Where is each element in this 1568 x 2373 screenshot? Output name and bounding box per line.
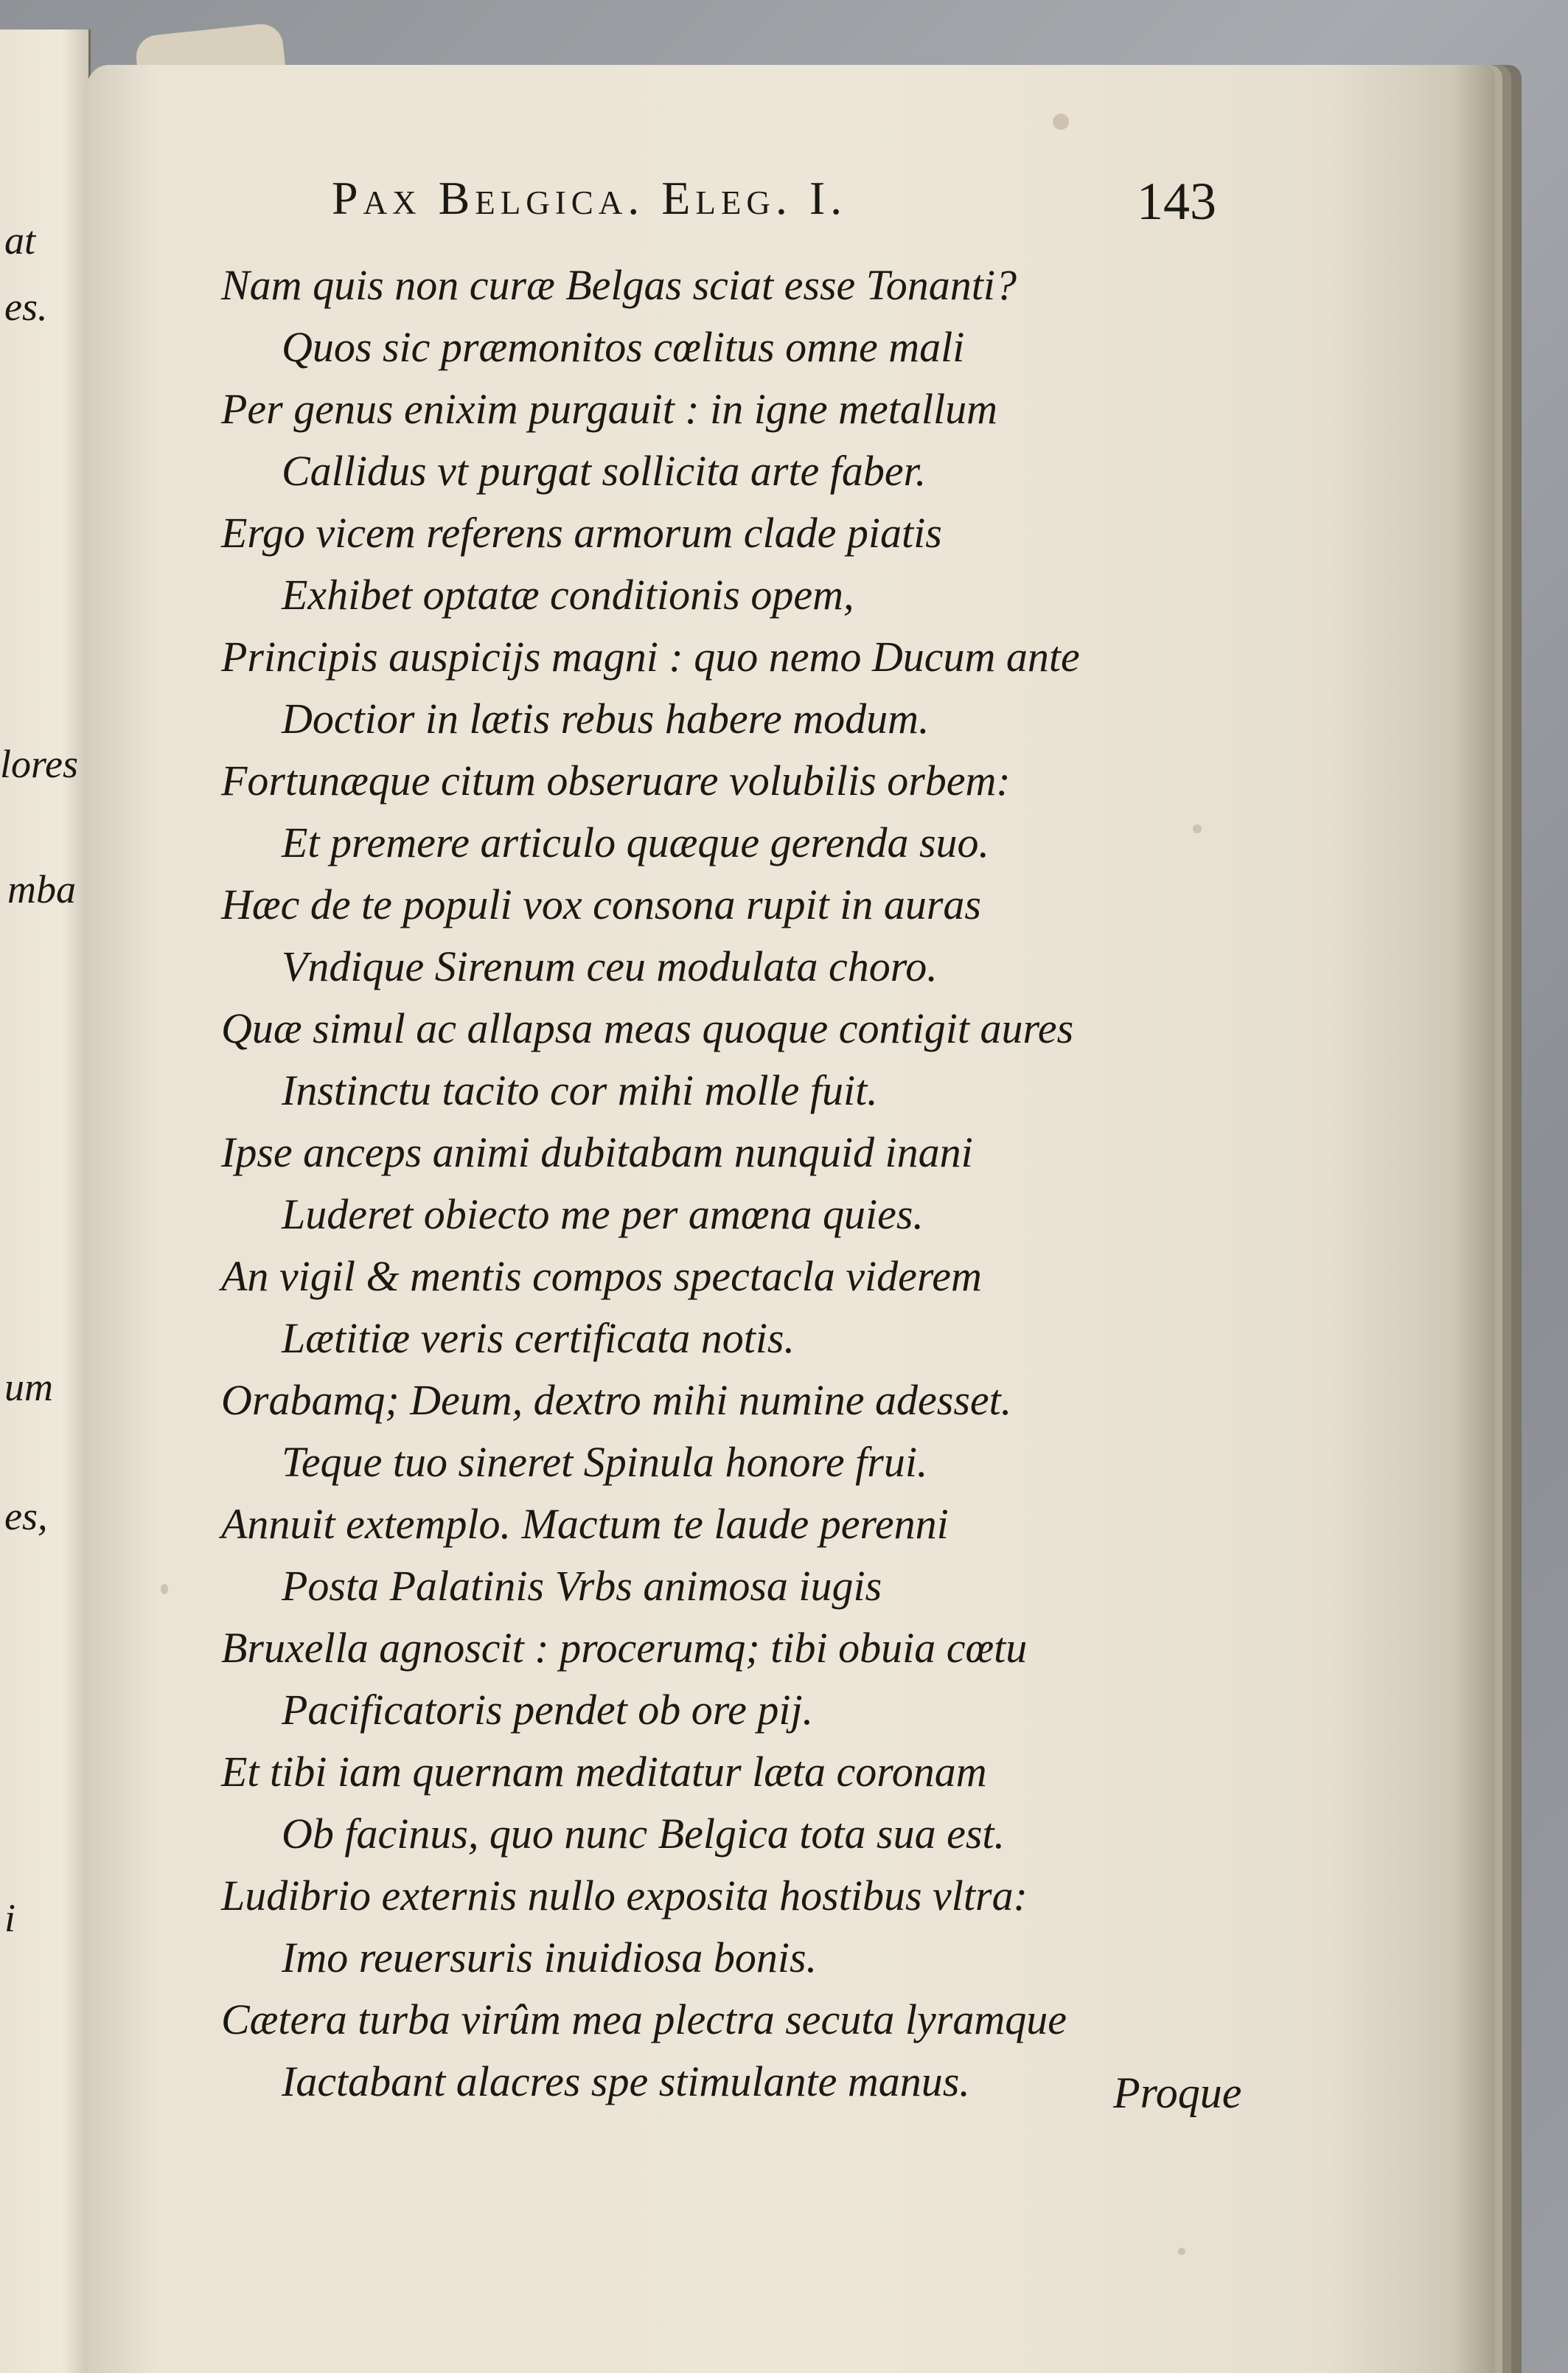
pentameter-line: Instinctu tacito cor mihi molle fuit.	[282, 1066, 878, 1114]
pentameter-line: Lætitiæ veris certificata notis.	[282, 1314, 795, 1362]
edge-fragment: mba	[7, 867, 76, 911]
pentameter-line: Ob facinus, quo nunc Belgica tota sua est.	[282, 1810, 1006, 1858]
pentameter-line: Luderet obiecto me per amœna quies.	[282, 1190, 924, 1238]
hexameter-line: Cætera turba virûm mea plectra secuta lyramque	[221, 1995, 1067, 2043]
catchword: Proque	[1113, 2068, 1242, 2117]
hexameter-line: Bruxella agnoscit : procerumq; tibi obuia cœtu	[221, 1624, 1028, 1672]
hexameter-line: Ludibrio externis nullo exposita hostibus vltra:	[221, 1872, 1028, 1919]
hexameter-line: Ipse anceps animi dubitabam nunquid inani	[221, 1128, 973, 1176]
hexameter-line: Ergo vicem referens armorum clade piatis	[221, 509, 942, 557]
pentameter-line: Exhibet optatæ conditionis opem,	[282, 571, 854, 619]
pentameter-line: Posta Palatinis Vrbs animosa iugis	[282, 1562, 882, 1610]
pentameter-line: Pacificatoris pendet ob ore pij.	[282, 1686, 814, 1734]
foxing-spot	[1178, 2248, 1185, 2255]
hexameter-line: Orabamq; Deum, dextro mihi numine adesset.	[221, 1376, 1012, 1424]
pentameter-line: Teque tuo sineret Spinula honore frui.	[282, 1438, 928, 1486]
left-facing-page	[0, 29, 91, 2373]
pentameter-line: Quos sic præmonitos cœlitus omne mali	[282, 323, 965, 371]
pentameter-line: Doctior in lætis rebus habere modum.	[282, 695, 930, 743]
hexameter-line: An vigil & mentis compos spectacla viderem	[221, 1252, 982, 1300]
hexameter-line: Per genus enixim purgauit : in igne metallum	[221, 385, 997, 433]
hexameter-line: Hæc de te populi vox consona rupit in auras	[221, 880, 982, 928]
elegy-text	[221, 254, 1290, 2113]
pentameter-line: Imo reuersuris inuidiosa bonis.	[282, 1934, 818, 1981]
pentameter-line: Vndique Sirenum ceu modulata choro.	[282, 942, 938, 990]
edge-fragment: es.	[4, 285, 48, 329]
pentameter-line: Et premere articulo quæque gerenda suo.	[282, 819, 990, 866]
edge-fragment: i	[4, 1896, 16, 1940]
foxing-spot	[1053, 114, 1069, 130]
hexameter-line: Principis auspicijs magni : quo nemo Ducum ante	[221, 633, 1080, 681]
edge-fragment: um	[4, 1365, 53, 1409]
page-number: 143	[1137, 172, 1216, 231]
edge-fragment: at	[4, 218, 36, 263]
hexameter-line: Annuit extemplo. Mactum te laude perenni	[221, 1500, 949, 1548]
edge-fragment: lores	[0, 742, 78, 786]
hexameter-line: Nam quis non curæ Belgas sciat esse Tonanti?	[221, 261, 1017, 309]
hexameter-line: Et tibi iam quernam meditatur læta coronam	[221, 1748, 987, 1796]
running-title: Pax Belgica. Eleg. I.	[332, 172, 848, 224]
hexameter-line: Fortunæque citum obseruare volubilis orbem:	[221, 757, 1011, 805]
pentameter-line: Callidus vt purgat sollicita arte faber.	[282, 447, 927, 495]
pentameter-line: Iactabant alacres spe stimulante manus.	[282, 2057, 970, 2105]
running-head	[332, 171, 1216, 252]
hexameter-line: Quæ simul ac allapsa meas quoque contigit aures	[221, 1004, 1074, 1052]
edge-fragment: es,	[4, 1494, 48, 1538]
foxing-spot	[161, 1584, 168, 1594]
